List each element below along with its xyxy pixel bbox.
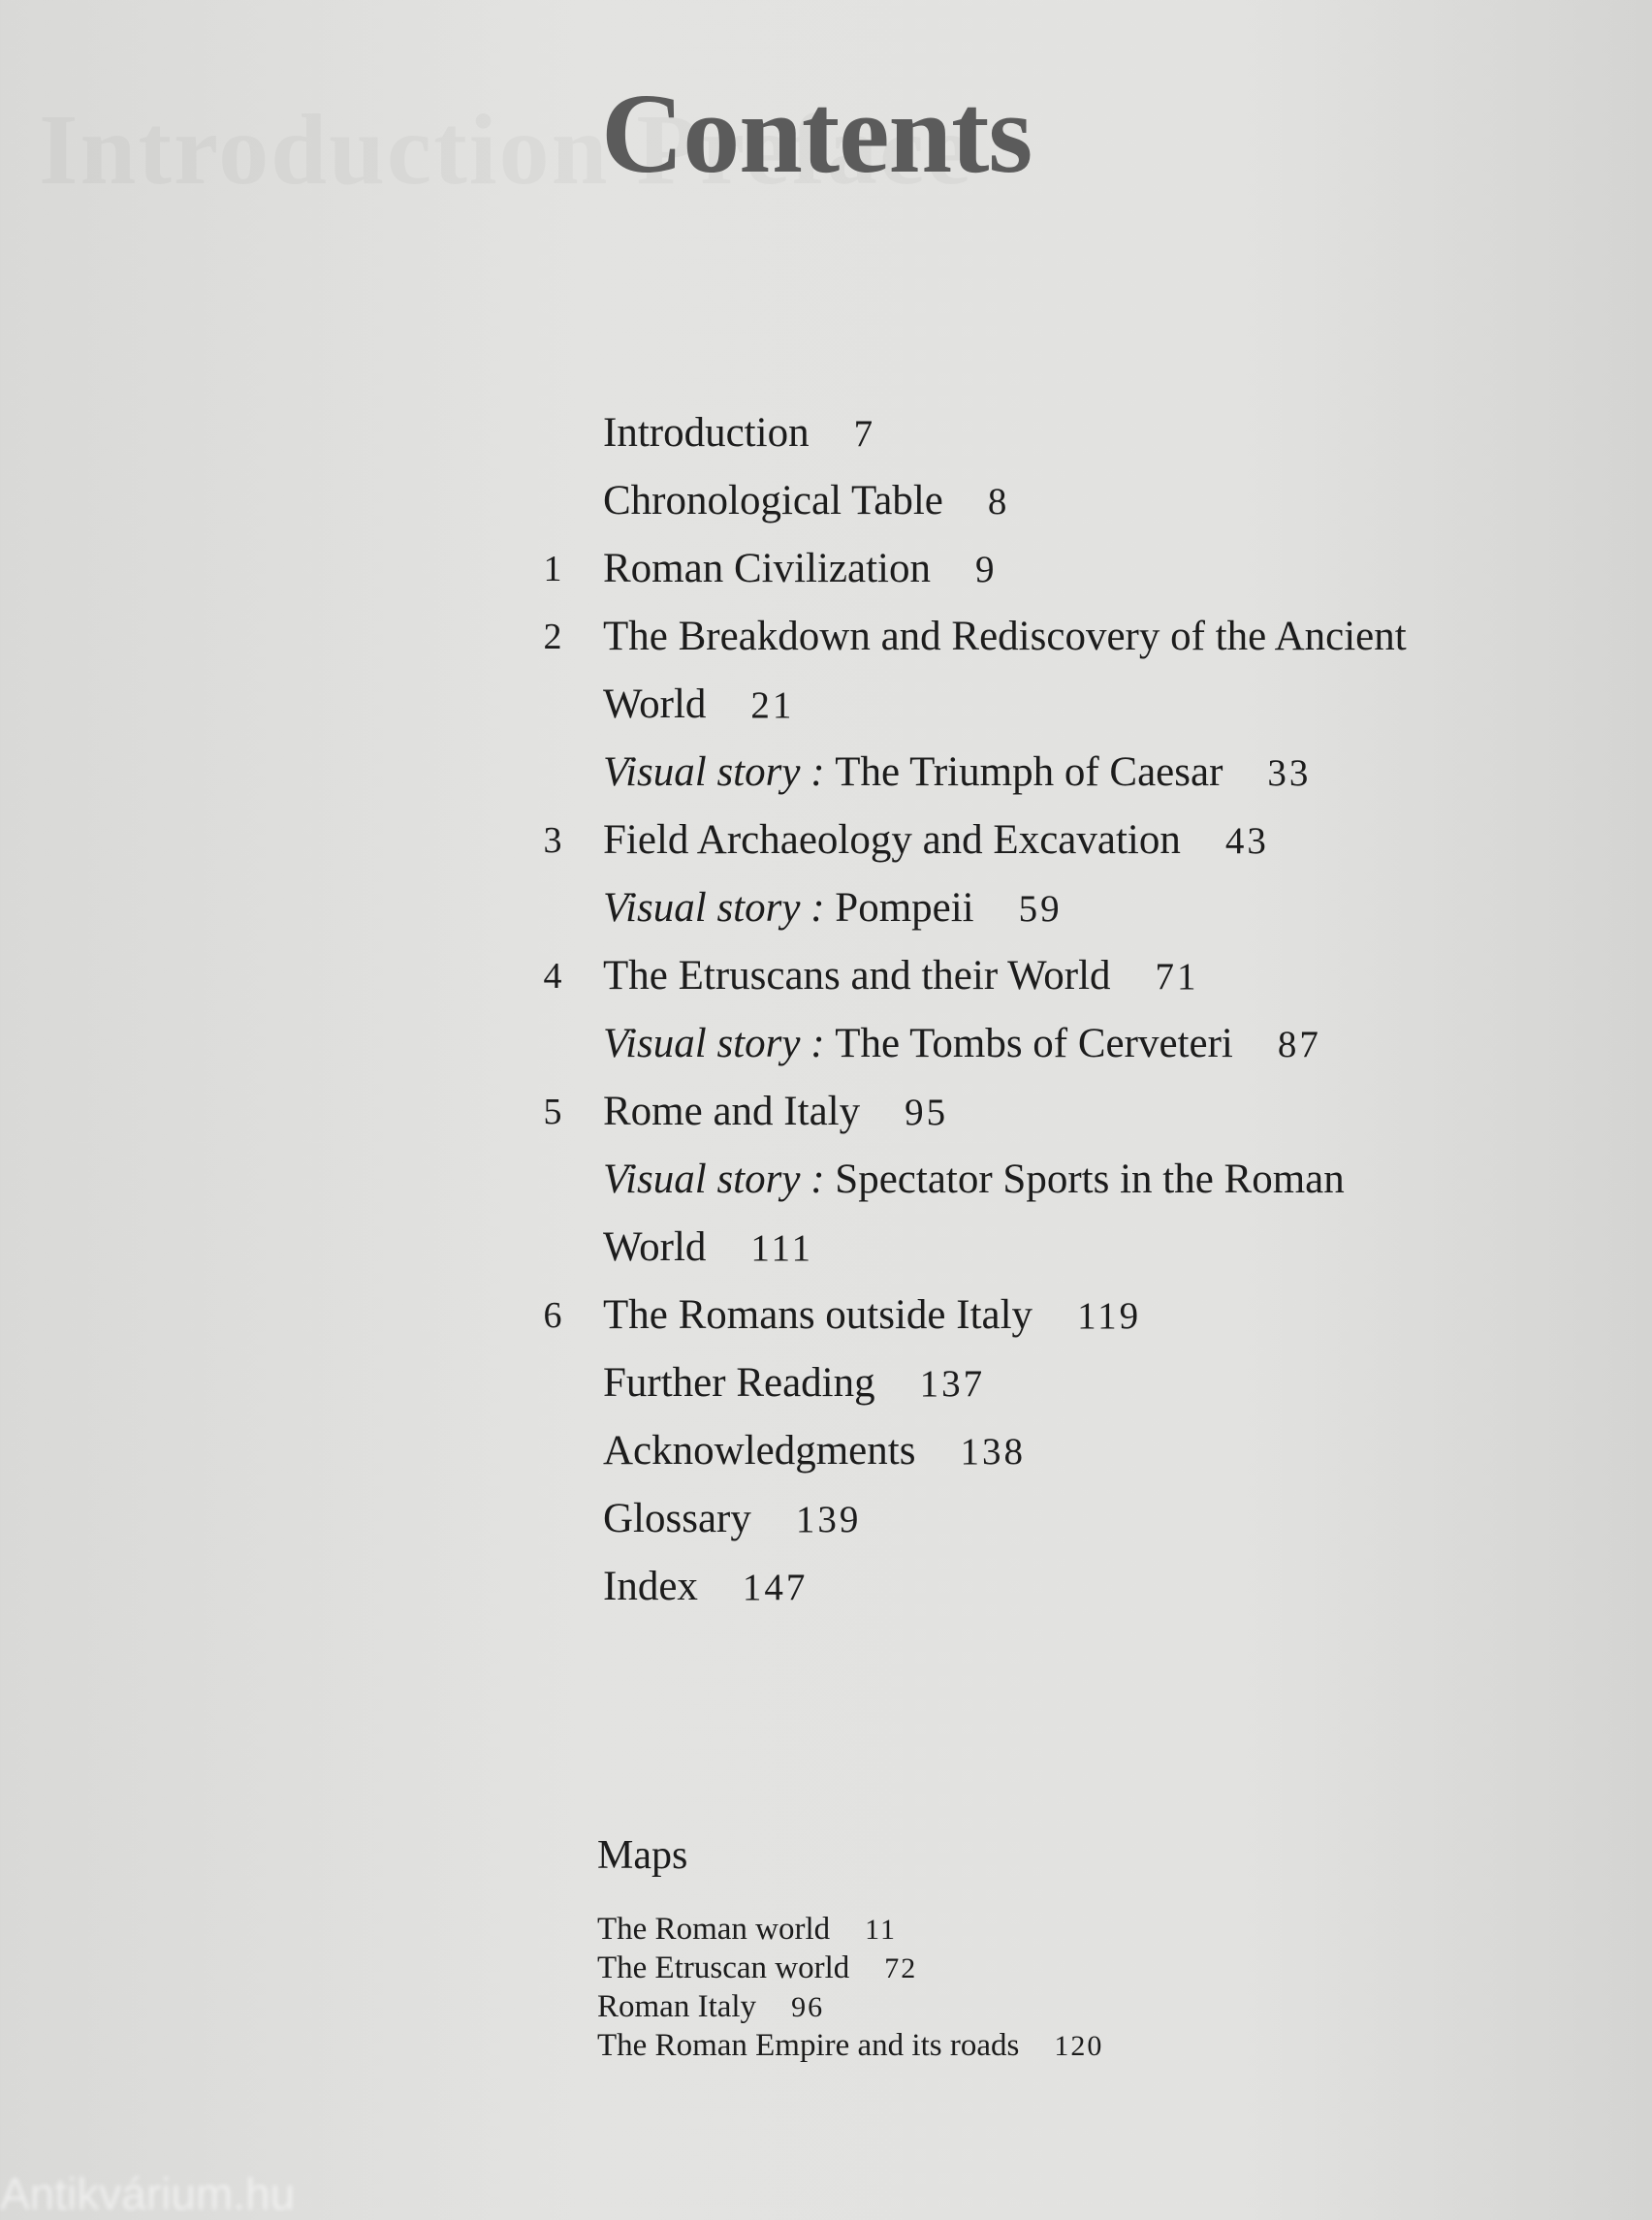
map-title: The Roman Empire and its roads bbox=[597, 2028, 1020, 2063]
page-number: 138 bbox=[960, 1431, 1026, 1473]
page-number: 119 bbox=[1077, 1295, 1142, 1337]
toc-entry bbox=[0, 1485, 1652, 1553]
map-entry bbox=[597, 1949, 1103, 1987]
page-number: 71 bbox=[1155, 956, 1199, 998]
toc-entry bbox=[0, 1010, 1652, 1078]
toc-entry bbox=[0, 1282, 1652, 1349]
entry-prefix: Visual story : bbox=[603, 885, 836, 931]
page-number: 11 bbox=[865, 1914, 898, 1946]
toc-entry bbox=[0, 874, 1652, 942]
chapter-number: 2 bbox=[543, 617, 562, 657]
page-number: 96 bbox=[791, 1991, 825, 2023]
page-number: 139 bbox=[795, 1499, 862, 1540]
toc-entry bbox=[0, 1417, 1652, 1485]
entry-title: The Breakdown and Rediscovery of the Ancient bbox=[603, 614, 1407, 659]
map-title: Roman Italy bbox=[597, 1989, 757, 2024]
toc-entry bbox=[0, 535, 1652, 603]
toc-entry bbox=[0, 807, 1652, 874]
entry-title: The Tombs of Cerveteri bbox=[835, 1021, 1233, 1066]
page-number: 72 bbox=[884, 1952, 918, 1984]
toc-entry bbox=[0, 942, 1652, 1010]
entry-title: The Romans outside Italy bbox=[603, 1292, 1033, 1338]
page-title: Contents bbox=[601, 70, 1032, 197]
page-number: 21 bbox=[750, 684, 795, 726]
page-number: 87 bbox=[1277, 1024, 1321, 1065]
maps-heading: Maps bbox=[597, 1833, 688, 1878]
toc-entry bbox=[0, 467, 1652, 535]
toc-entry bbox=[0, 1553, 1652, 1621]
entry-title: Acknowledgments bbox=[603, 1428, 916, 1474]
map-entry bbox=[597, 1987, 1103, 2026]
entry-title: Rome and Italy bbox=[603, 1089, 861, 1134]
chapter-number: 4 bbox=[543, 956, 562, 997]
map-entry bbox=[597, 1910, 1103, 1949]
page-number: 43 bbox=[1224, 820, 1269, 862]
entry-prefix: Visual story : bbox=[603, 749, 836, 795]
entry-title: Chronological Table bbox=[603, 478, 943, 523]
page-number: 33 bbox=[1267, 752, 1312, 794]
entry-title: Roman Civilization bbox=[603, 546, 931, 591]
page-number: 9 bbox=[975, 549, 998, 590]
toc-entry bbox=[0, 399, 1652, 467]
chapter-number: 3 bbox=[543, 820, 562, 861]
page-number: 7 bbox=[853, 413, 876, 455]
entry-title: The Etruscans and their World bbox=[603, 953, 1111, 999]
entry-title: Introduction bbox=[603, 410, 810, 456]
entry-title: World bbox=[603, 1224, 707, 1270]
toc-entry bbox=[0, 603, 1652, 671]
entry-title: Further Reading bbox=[603, 1360, 875, 1406]
page-number: 8 bbox=[987, 481, 1010, 523]
entry-title: Field Archaeology and Excavation bbox=[603, 817, 1181, 863]
entry-title: Spectator Sports in the Roman bbox=[835, 1157, 1345, 1202]
entry-title: Pompeii bbox=[835, 885, 974, 931]
entry-title: The Triumph of Caesar bbox=[835, 749, 1223, 795]
chapter-number: 1 bbox=[543, 549, 562, 589]
map-title: The Roman world bbox=[597, 1912, 831, 1947]
toc-entry bbox=[0, 739, 1652, 807]
page-number: 95 bbox=[905, 1092, 949, 1133]
toc-entry bbox=[0, 1078, 1652, 1146]
entry-prefix: Visual story : bbox=[603, 1021, 836, 1066]
maps-list bbox=[597, 1910, 1103, 2065]
toc-entry bbox=[0, 1349, 1652, 1417]
map-title: The Etruscan world bbox=[597, 1950, 850, 1985]
map-entry bbox=[597, 2026, 1103, 2065]
entry-title: Glossary bbox=[603, 1496, 751, 1541]
page-number: 59 bbox=[1018, 888, 1063, 930]
page-number: 147 bbox=[742, 1567, 809, 1608]
entry-title: Index bbox=[603, 1564, 698, 1609]
watermark: Antikvárium.hu bbox=[0, 2169, 296, 2219]
chapter-number: 6 bbox=[543, 1295, 562, 1336]
chapter-number: 5 bbox=[543, 1092, 562, 1132]
toc-entry bbox=[0, 671, 1652, 739]
toc-entry bbox=[0, 1214, 1652, 1282]
table-of-contents bbox=[0, 399, 1652, 1621]
page-number: 137 bbox=[919, 1363, 986, 1405]
entry-title: World bbox=[603, 682, 707, 727]
entry-prefix: Visual story : bbox=[603, 1157, 836, 1202]
page-number: 120 bbox=[1054, 2030, 1104, 2062]
page-number: 111 bbox=[750, 1227, 814, 1269]
toc-entry bbox=[0, 1146, 1652, 1214]
